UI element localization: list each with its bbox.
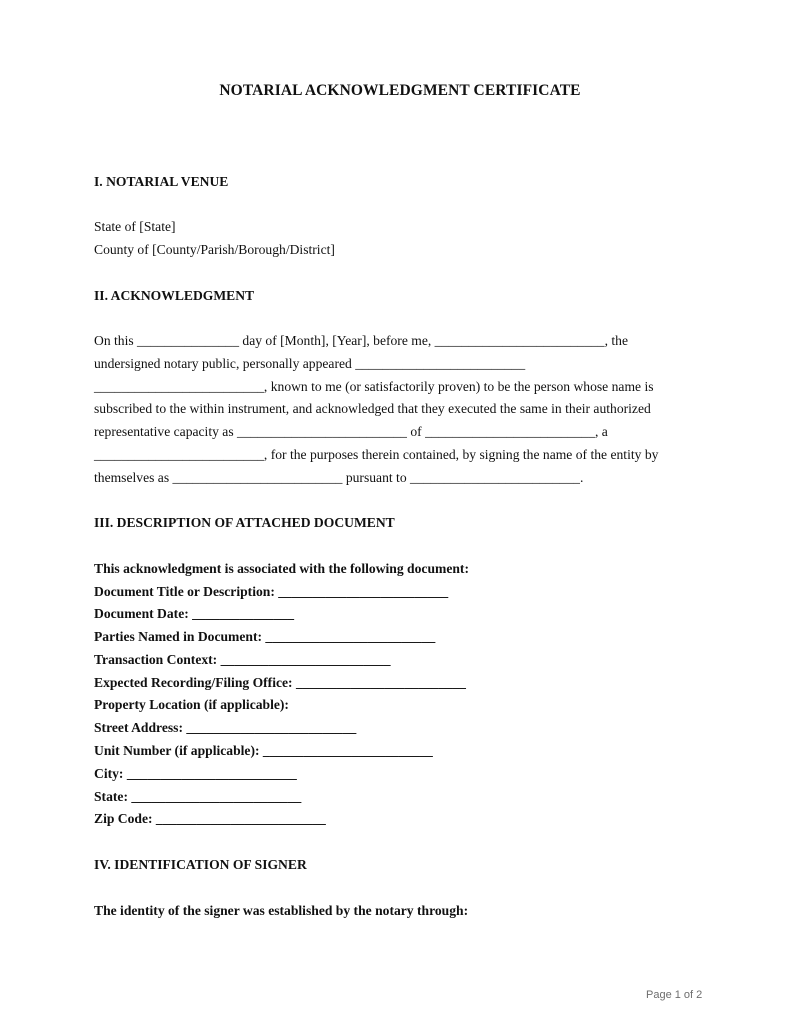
acknowledgment-line: On this _______________ day of [Month], [Year], before me, _________________________, the (94, 333, 628, 348)
acknowledgment-line: representative capacity as _________________________ of _________________________, a (94, 424, 608, 439)
acknowledgment-line: undersigned notary public, personally appeared _________________________ (94, 356, 526, 371)
page-number: Page 1 of 2 (646, 989, 703, 1001)
field-parties-named: Parties Named in Document: _________________________ (94, 629, 436, 644)
field-city: City: _________________________ (94, 766, 297, 781)
field-unit-number: Unit Number (if applicable): _________________________ (94, 743, 433, 758)
field-zip-code: Zip Code: _________________________ (94, 811, 326, 826)
acknowledgment-line: _________________________, for the purposes therein contained, by signing the name of the entity by (94, 447, 659, 462)
attached-document-intro: This acknowledgment is associated with the following document: (94, 561, 469, 576)
venue-state-line: State of [State] (94, 219, 176, 234)
venue-county-line: County of [County/Parish/Borough/District] (94, 242, 335, 257)
field-document-date: Document Date: _______________ (94, 606, 295, 621)
acknowledgment-line: _________________________, known to me (or satisfactorily proven) to be the person whose name is (94, 379, 654, 394)
section-heading-attached-document: III. DESCRIPTION OF ATTACHED DOCUMENT (94, 515, 395, 530)
identification-intro: The identity of the signer was established by the notary through: (94, 903, 469, 918)
field-street-address: Street Address: _________________________ (94, 720, 357, 735)
acknowledgment-line: themselves as _________________________ pursuant to _________________________. (94, 470, 584, 485)
acknowledgment-line: subscribed to the within instrument, and acknowledged that they executed the same in their authorized (94, 401, 651, 416)
field-state: State: _________________________ (94, 789, 302, 804)
document-title: NOTARIAL ACKNOWLEDGMENT CERTIFICATE (219, 82, 581, 99)
section-heading-acknowledgment: II. ACKNOWLEDGMENT (94, 288, 255, 303)
field-document-title: Document Title or Description: _________________________ (94, 584, 449, 599)
section-heading-venue: I. NOTARIAL VENUE (94, 174, 229, 189)
field-property-location: Property Location (if applicable): (94, 697, 289, 712)
field-transaction-context: Transaction Context: _________________________ (94, 652, 391, 667)
section-heading-identification: IV. IDENTIFICATION OF SIGNER (94, 857, 307, 872)
field-recording-office: Expected Recording/Filing Office: _________________________ (94, 675, 466, 690)
